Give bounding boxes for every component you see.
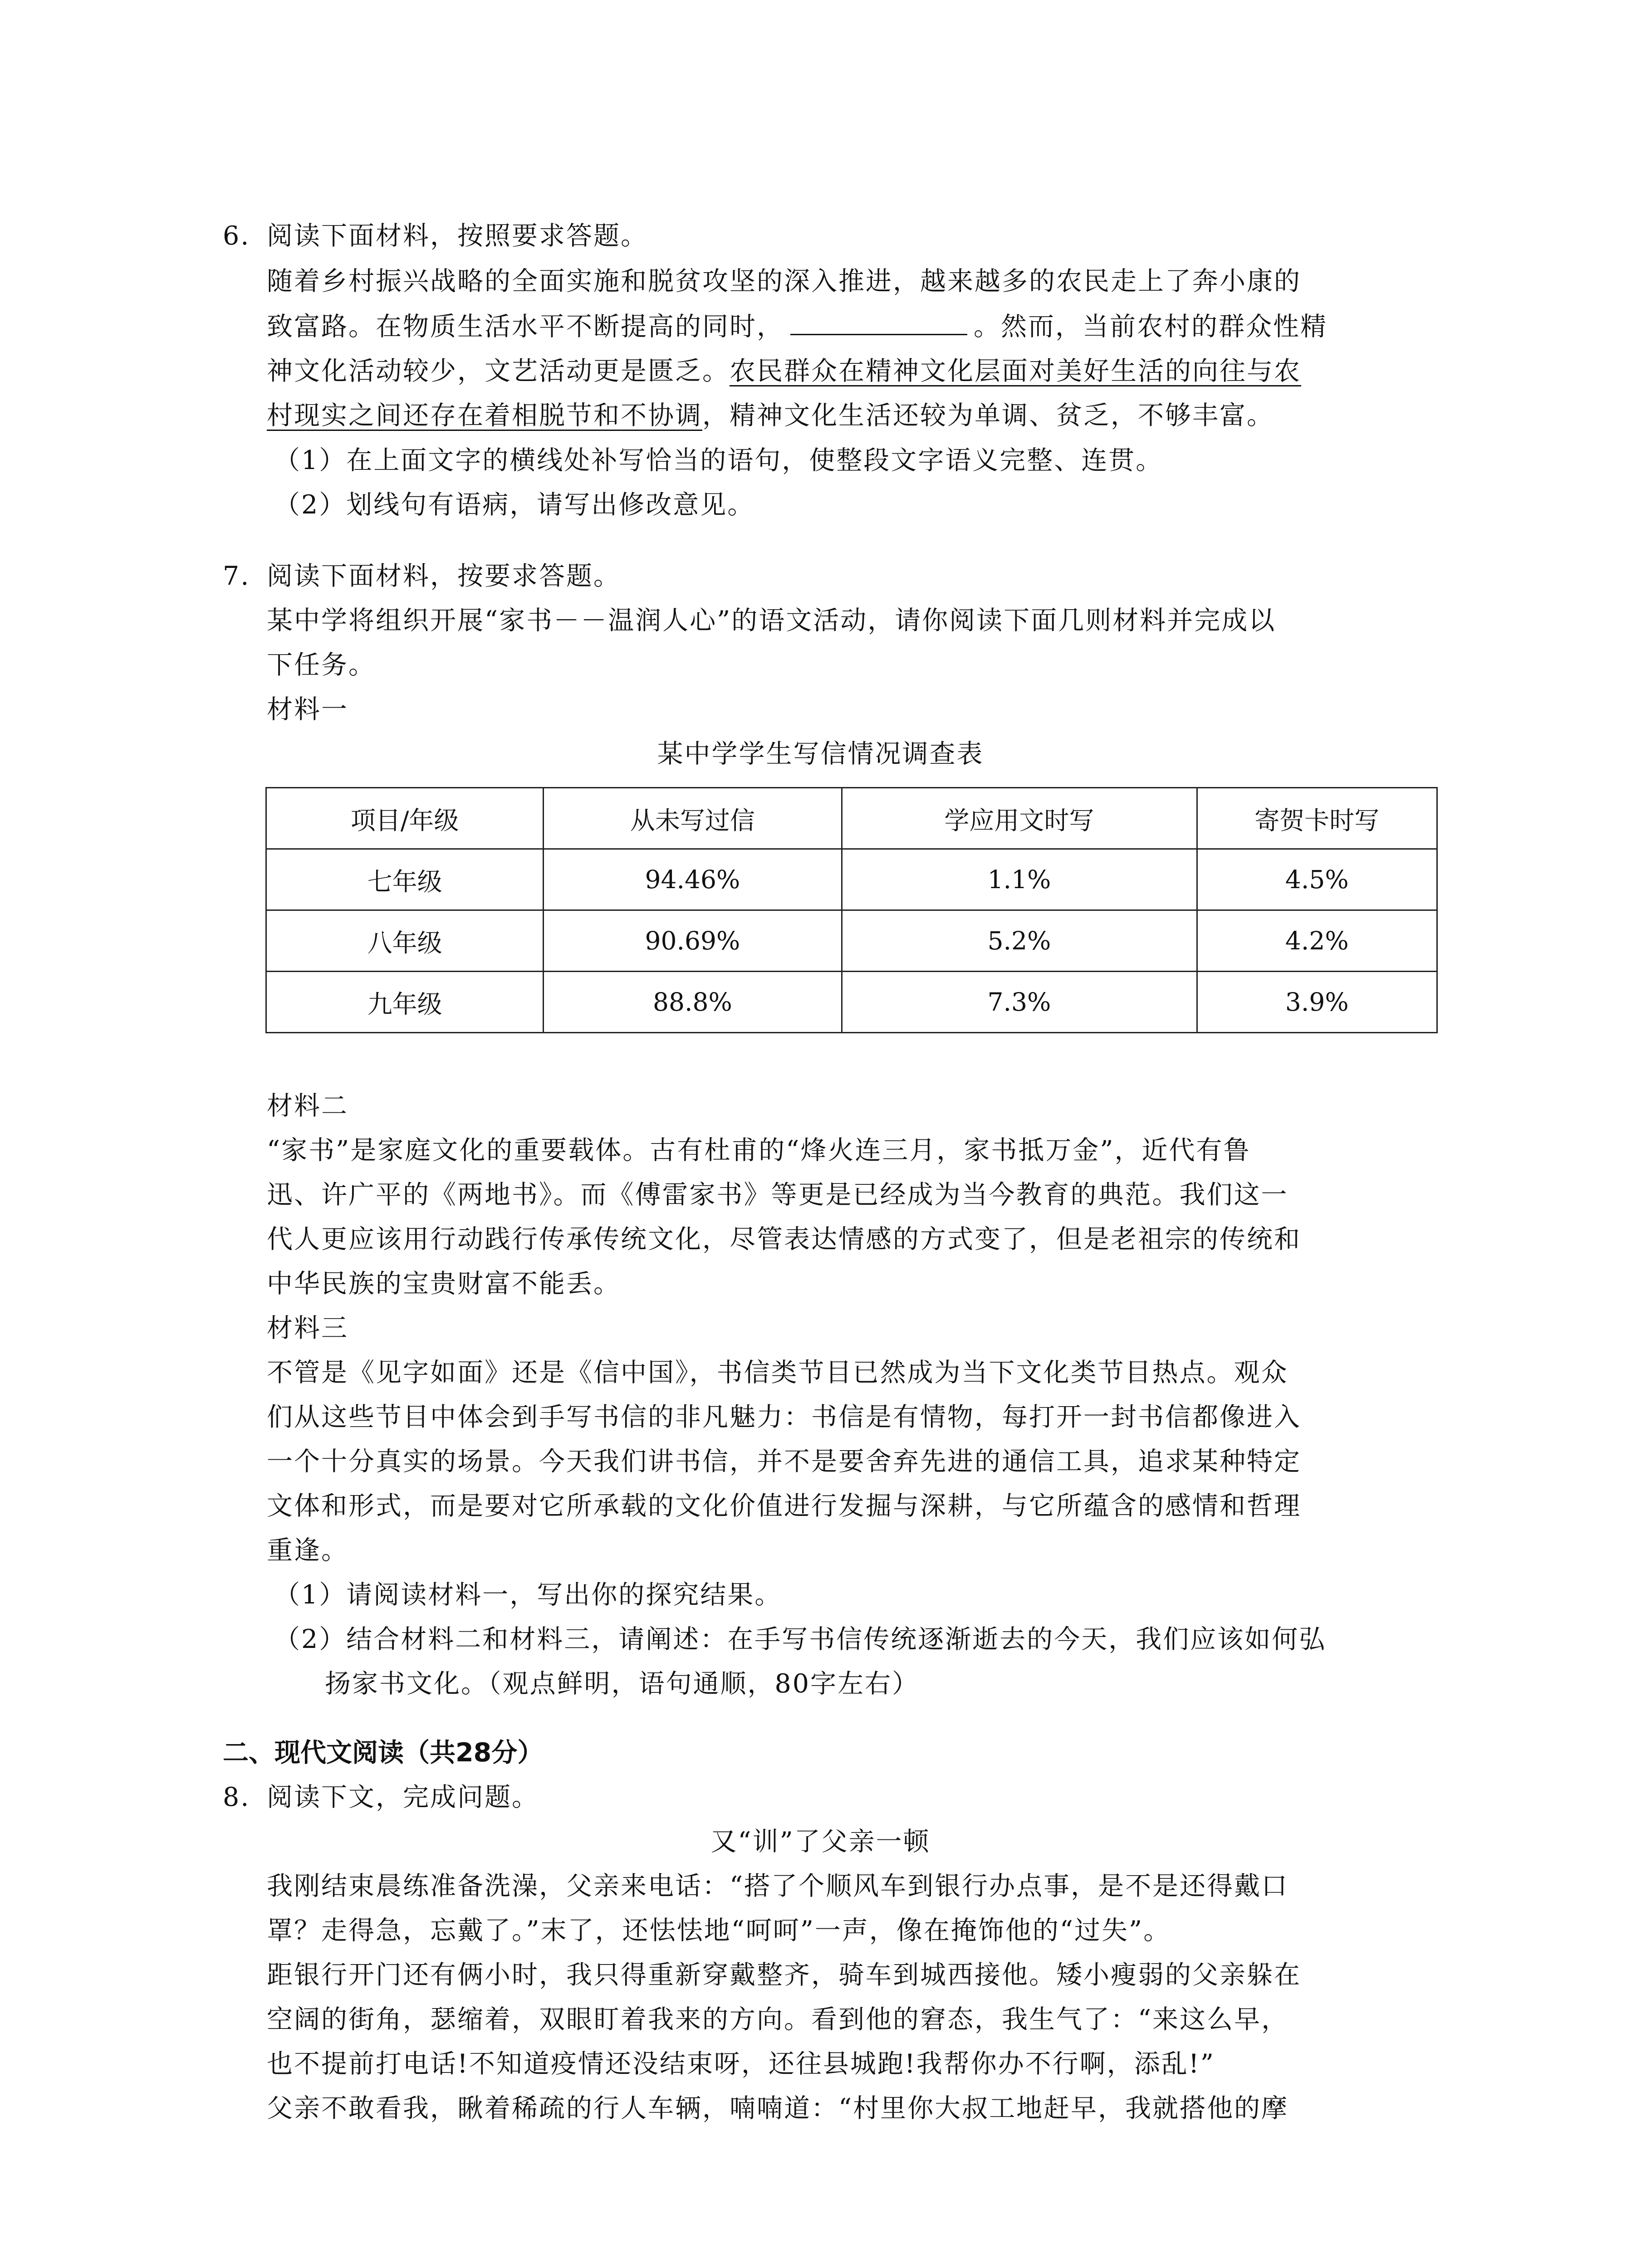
table-cell: 七年级: [266, 849, 544, 910]
table-header: 学应用文时写: [842, 788, 1197, 849]
q6-passage-text: ，精神文化生活还较为单调、贫乏，不够丰富。: [702, 401, 1274, 430]
q6-passage-line: [267, 397, 1274, 434]
table-row: [266, 972, 1437, 1033]
q8-prompt: 阅读下文，完成问题。: [267, 1782, 539, 1812]
article-line: 我刚结束晨练准备洗澡，父亲来电话：“搭了个顺风车到银行办点事，是不是还得戴口: [267, 1871, 1289, 1901]
table-cell: 90.69%: [544, 910, 842, 972]
material-3-label: 材料三: [267, 1313, 348, 1343]
q6-prompt: 阅读下面材料，按照要求答题。: [267, 221, 648, 251]
material-2-label: 材料二: [267, 1091, 348, 1121]
fill-in-blank[interactable]: [790, 308, 967, 335]
table-header: 从未写过信: [544, 788, 842, 849]
q6-number: 6.: [223, 221, 250, 251]
article-title: 又“训”了父亲一顿: [710, 1827, 931, 1857]
material-2-line: 迅、许广平的《两地书》。而《傅雷家书》等更是已经成为当今教育的典范。我们这一: [267, 1180, 1288, 1210]
q6-passage-line: [267, 308, 1327, 345]
material-3-line: 重逢。: [267, 1535, 348, 1565]
q6-passage-line: 随着乡村振兴战略的全面实施和脱贫攻坚的深入推进，越来越多的农民走上了奔小康的: [267, 266, 1301, 296]
table-cell: 3.9%: [1197, 972, 1437, 1033]
table-cell: 4.2%: [1197, 910, 1437, 972]
table-header: 寄贺卡时写: [1197, 788, 1437, 849]
q7-task-2-cont: 扬家书文化。（观点鲜明，语句通顺，80字左右）: [325, 1669, 920, 1699]
table-cell: 94.46%: [544, 849, 842, 910]
q8-number: 8.: [223, 1782, 250, 1812]
table-header-row: [266, 788, 1437, 849]
material-1-label: 材料一: [267, 694, 348, 724]
q6-passage-text: 致富路。在物质生活水平不断提高的同时，: [267, 312, 784, 342]
q7-intro-line: 某中学将组织开展“家书－－温润人心”的语文活动，请你阅读下面几则材料并完成以: [267, 606, 1276, 635]
section-heading: 二、现代文阅读（共28分）: [223, 1738, 544, 1768]
q6-passage-text: 神文化活动较少，文艺活动更是匮乏。: [267, 356, 730, 386]
table-title: 某中学学生写信情况调查表: [657, 739, 984, 769]
material-2-line: “家书”是家庭文化的重要载体。古有杜甫的“烽火连三月，家书抵万金”，近代有鲁: [267, 1135, 1251, 1165]
q7-intro-line: 下任务。: [267, 650, 376, 680]
article-line: 罩？走得急，忘戴了。”末了，还怯怯地“呵呵”一声，像在掩饰他的“过失”。: [267, 1916, 1171, 1945]
material-3-line: 文体和形式，而是要对它所承载的文化价值进行发掘与深耕，与它所蕴含的感情和哲理: [267, 1491, 1301, 1521]
q7-prompt: 阅读下面材料，按要求答题。: [267, 561, 621, 591]
table-cell: 九年级: [266, 972, 544, 1033]
q6-passage-text: 。然而，当前农村的群众性精: [974, 312, 1327, 342]
table-cell: 88.8%: [544, 972, 842, 1033]
material-2-line: 中华民族的宝贵财富不能丢。: [267, 1269, 621, 1299]
q6-task-2: （2）划线句有语病，请写出修改意见。: [274, 490, 755, 520]
q7-task-2: （2）结合材料二和材料三，请阐述：在手写书信传统逐渐逝去的今天，我们应该如何弘: [274, 1624, 1327, 1654]
material-3-line: 们从这些节目中体会到手写书信的非凡魅力：书信是有情物，每打开一封书信都像进入: [267, 1402, 1301, 1432]
table-cell: 7.3%: [842, 972, 1197, 1033]
q7-number: 7.: [223, 561, 250, 591]
article-line: 空阔的街角，瑟缩着，双眼盯着我来的方向。看到他的窘态，我生气了：“来这么早，: [267, 2004, 1289, 2034]
article-line: 距银行开门还有俩小时，我只得重新穿戴整齐，骑车到城西接他。矮小瘦弱的父亲躲在: [267, 1960, 1301, 1990]
table-cell: 5.2%: [842, 910, 1197, 972]
table-row: [266, 849, 1437, 910]
material-3-line: 不管是《见字如面》还是《信中国》，书信类节目已然成为当下文化类节目热点。观众: [267, 1358, 1288, 1388]
underlined-sentence: 农民群众在精神文化层面对美好生活的向往与农: [730, 356, 1301, 386]
article-line: 也不提前打电话!不知道疫情还没结束呀，还往县城跑!我帮你办不行啊，添乱!”: [267, 2049, 1215, 2079]
material-2-line: 代人更应该用行动践行传承传统文化，尽管表达情感的方式变了，但是老祖宗的传统和: [267, 1224, 1301, 1254]
q6-passage-line: [267, 353, 1301, 389]
table-header: 项目/年级: [266, 788, 544, 849]
article-line: 父亲不敢看我，瞅着稀疏的行人车辆，喃喃道：“村里你大叔工地赶早，我就搭他的摩: [267, 2093, 1289, 2123]
q6-task-1: （1）在上面文字的横线处补写恰当的语句，使整段文字语义完整、连贯。: [274, 445, 1163, 475]
table-cell: 4.5%: [1197, 849, 1437, 910]
table-row: [266, 910, 1437, 972]
q7-task-1: （1）请阅读材料一，写出你的探究结果。: [274, 1580, 782, 1610]
material-3-line: 一个十分真实的场景。今天我们讲书信，并不是要舍弃先进的通信工具，追求某种特定: [267, 1447, 1301, 1476]
table-cell: 1.1%: [842, 849, 1197, 910]
underlined-sentence: 村现实之间还存在着相脱节和不协调: [267, 401, 702, 430]
survey-table: [265, 787, 1438, 1033]
table-cell: 八年级: [266, 910, 544, 972]
